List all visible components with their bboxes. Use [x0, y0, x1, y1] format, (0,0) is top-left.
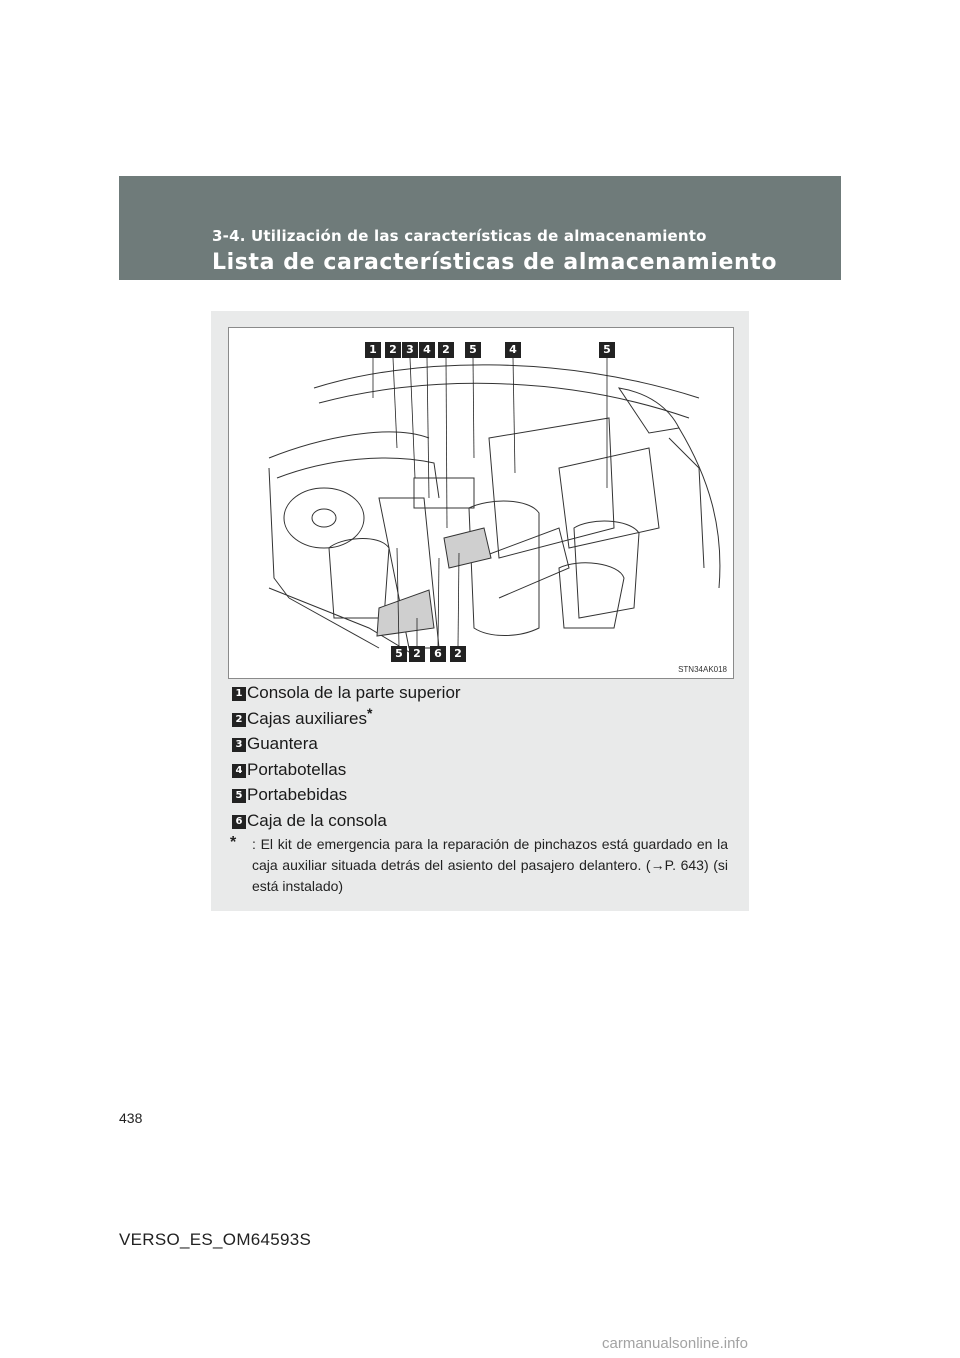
watermark-link[interactable]: carmanualsonline.info — [602, 1335, 748, 1352]
legend-number: 5 — [232, 789, 246, 803]
callout-badge-top-5: 2 — [438, 342, 454, 358]
car-interior-drawing — [229, 328, 733, 678]
section-heading: 3-4. Utilización de las características de almacenamiento — [212, 227, 707, 245]
legend-number: 3 — [232, 738, 246, 752]
legend-label: Cajas auxiliares* — [247, 705, 373, 728]
callout-badge-top-8: 5 — [599, 342, 615, 358]
callout-badge-top-6: 5 — [465, 342, 481, 358]
footnote-marker: * — [230, 834, 237, 851]
page-number: 438 — [119, 1110, 143, 1126]
legend-label: Portabotellas — [247, 760, 347, 779]
footnote — [230, 834, 728, 897]
legend-number: 1 — [232, 687, 246, 701]
callout-badge-top-3: 3 — [402, 342, 418, 358]
document-code: VERSO_ES_OM64593S — [119, 1230, 312, 1249]
legend-label: Portabebidas — [247, 785, 348, 804]
legend-label: Guantera — [247, 734, 318, 753]
legend-number: 6 — [232, 815, 246, 829]
callout-badge-bottom-3: 6 — [430, 646, 446, 662]
figure-code: STN34AK018 — [678, 665, 727, 674]
page-title: Lista de características de almacenamiento — [212, 250, 778, 275]
footnote-text: : El kit de emergencia para la reparación de pinchazos está guardado en la caja auxiliar situada detrás del asiento del pasajero delantero. (→P. 643) (si está instalado) — [252, 836, 728, 894]
callout-badge-bottom-2: 2 — [409, 646, 425, 662]
callout-badge-top-2: 2 — [385, 342, 401, 358]
callout-badge-top-7: 4 — [505, 342, 521, 358]
interior-illustration — [228, 327, 734, 679]
footnote-star: * — [367, 705, 373, 721]
callout-badge-top-1: 1 — [365, 342, 381, 358]
callout-badge-bottom-1: 5 — [391, 646, 407, 662]
legend-label: Caja de la consola — [247, 811, 387, 830]
legend-number: 4 — [232, 764, 246, 778]
legend-label: Consola de la parte superior — [247, 683, 461, 702]
legend-number: 2 — [232, 713, 246, 727]
callout-badge-top-4: 4 — [419, 342, 435, 358]
callout-badge-bottom-4: 2 — [450, 646, 466, 662]
